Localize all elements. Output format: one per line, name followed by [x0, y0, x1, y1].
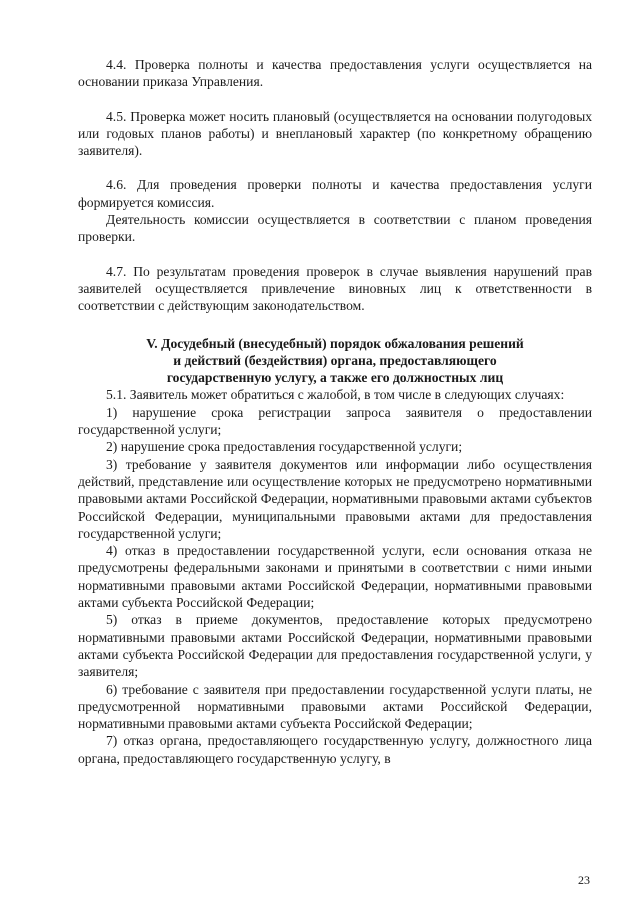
paragraph-gap — [78, 159, 592, 176]
list-item-7: 7) отказ органа, предоставляющего государственную услугу, должностного лица органа, предоставляющего государственную услугу, в — [78, 733, 592, 766]
paragraph-4-4: 4.4. Проверка полноты и качества предоставления услуги осуществляется на основании приказа Управления. — [78, 57, 592, 90]
list-item-4: 4) отказ в предоставлении государственной услуги, если основания отказа не предусмотрены федеральными законами и принятыми в соответствии с ними иными нормативными правовыми актами Российской Федерации, нормативными правовыми актами субъекта Российской Федерации; — [78, 543, 592, 611]
list-item-1: 1) нарушение срока регистрации запроса заявителя о предоставлении государственной услуги; — [78, 404, 592, 438]
section-v-heading — [78, 335, 592, 387]
page-number: 23 — [578, 873, 590, 887]
paragraph-gap — [78, 91, 592, 108]
paragraph-4-5: 4.5. Проверка может носить плановый (осуществляется на основании полугодовых или годовых планов работы) и внеплановый характер (по конкретному обращению заявителя). — [78, 108, 592, 159]
heading-line-2: и действий (бездействия) органа, предоставляющего — [173, 352, 497, 368]
heading-line-1: V. Досудебный (внесудебный) порядок обжалования решений — [146, 335, 524, 351]
paragraph-gap — [78, 246, 592, 263]
paragraph-4-6-continued: Деятельность комиссии осуществляется в соответствии с планом проведения проверки. — [78, 212, 592, 245]
list-item-6: 6) требование с заявителя при предоставлении государственной услуги платы, не предусмотренной нормативными правовыми актами Российской Федерации, нормативными правовыми актами субъекта Российской Федерации; — [78, 681, 592, 732]
list-item-2: 2) нарушение срока предоставления государственной услуги; — [106, 439, 463, 455]
document-page — [78, 56, 592, 767]
paragraph-4-6: 4.6. Для проведения проверки полноты и качества предоставления услуги формируется комиссия. — [78, 177, 592, 210]
heading-line-3: государственную услугу, а также его должностных лиц — [166, 370, 504, 386]
paragraph-5-1: 5.1. Заявитель может обратиться с жалобой, в том числе в следующих случаях: — [106, 387, 565, 403]
paragraph-4-7: 4.7. По результатам проведения проверок в случае выявления нарушений прав заявителей осуществляется привлечение виновных лиц к ответственности в соответствии с действующим законодательством. — [78, 263, 592, 314]
list-item-3: 3) требование у заявителя документов или информации либо осуществления действий, представление или осуществление которых не предусмотрено нормативными правовыми актами Российской Федерации, нормативными правовыми актами субъектов Российской Федерации, муниципальными правовыми актами для предоставления государственной услуги; — [78, 456, 592, 541]
list-item-5: 5) отказ в приеме документов, предоставление которых предусмотрено нормативными правовыми актами Российской Федерации, нормативными правовыми актами субъекта Российской Федерации для предоставления государственной услуги, у заявителя; — [78, 612, 592, 680]
